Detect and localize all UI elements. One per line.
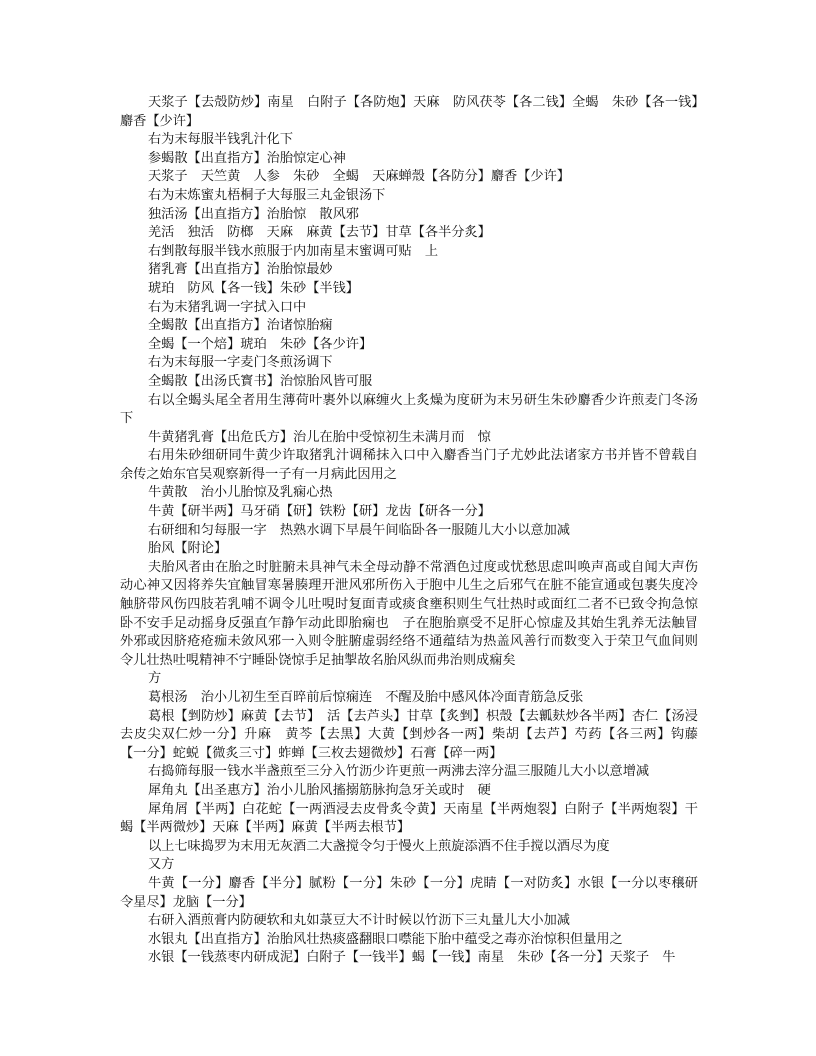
paragraph: 犀角丸【出圣惠方】治小儿胎风搐搦筋脉拘急牙关或时 硬: [148, 782, 491, 798]
paragraph: 参蝎散【出直指方】治胎惊定心神: [148, 150, 346, 166]
paragraph: 右捣筛每服一钱水半盏煎至三分入竹沥少许更煎一两沸去滓分温三服随儿大小以意增减: [148, 764, 650, 780]
paragraph: 右研细和匀每服一字 热熟水调下早晨午间临卧各一服随儿大小以意加减: [148, 522, 570, 538]
paragraph: 以上七味捣罗为末用无灰酒二大盏搅令匀于慢火上煎旋添酒不住手搅以酒尽为度: [148, 838, 610, 854]
paragraph: 水银【一钱蒸枣内研成泥】白附子【一钱半】蝎【一钱】南星 朱砂【各一分】天浆子 牛: [148, 950, 676, 966]
paragraph: 牛黄猪乳膏【出危氏方】治儿在胎中受惊初生未满月而 惊: [148, 429, 491, 445]
paragraph: 葛根汤 治小儿初生至百晬前后惊痫连 不醒及胎中感风体冷面青筋急反张: [148, 690, 584, 705]
paragraph: 全蝎散【出直指方】治诸惊胎痫: [148, 318, 333, 334]
document-page: [120, 94, 698, 968]
paragraph: 牛黄【研半两】马牙硝【研】铁粉【研】龙齿【研各一分】: [148, 504, 491, 520]
paragraph: 右为末炼蜜丸梧桐子大每服三丸金银汤下: [148, 187, 386, 203]
paragraph: 夫胎风者由在胎之时脏腑未具神气未全母动静不常酒色过度或忧愁思虑叫唤声髙或自闻大声伤动心神又因将养失宜触冒寒暑腠理开泄风邪所伤入于胞中儿生之后邪气在脏不能宣通或包裹失度冷触脐带风伤四肢若乳哺不调令儿吐哯时复面青或痰食壅积则生气壮热时或面红二者不已致令拘急惊卧不安手足动摇身反强直乍静乍动此即胎痫也 子在胞胎禀受不足肝心惊虚及其始生乳养无法触冒外邪或因脐疮疮痂未敛风邪一入则令脏腑虚弱经络不通蕴结为热盖风善行而数变入于荣卫气血间则令儿壮热吐哯精神不宁睡卧饶惊手足抽掣故名胎风纵而弗治则成痫矣: [120, 559, 698, 668]
paragraph: 右为末每服一字麦门冬煎汤调下: [148, 355, 333, 371]
section-heading: 胎风【附论】: [148, 541, 228, 557]
paragraph: 独活汤【出直指方】治胎惊 散风邪: [148, 206, 359, 222]
paragraph: 方: [148, 671, 162, 687]
paragraph: 右用朱砂细研同牛黄少许取猪乳汁调稀抹入口中入麝香当门子尤妙此法诸家方书并皆不曾载自余传之始东官吴观察新得一子有一月病此因用之: [120, 448, 698, 482]
paragraph: 又方: [148, 857, 175, 873]
paragraph: 右剉散每服半钱水煎服于内加南星末蜜调可贴 上: [148, 243, 439, 259]
paragraph: 犀角屑【半两】白花蛇【一两酒浸去皮骨炙令黄】天南星【半两炮裂】白附子【半两炮裂】干蝎【半两微炒】天麻【半两】麻黄【半两去根节】: [120, 801, 698, 836]
paragraph: 右研入酒煎膏内防硬软和丸如菉豆大不计时候以竹沥下三丸量儿大小加减: [148, 913, 570, 929]
paragraph: 水银丸【出直指方】治胎风壮热痰盛翻眼口噤能下胎中蕴受之毒亦治惊积但量用之: [148, 931, 623, 947]
paragraph: 右以全蝎头尾全者用生薄荷叶裹外以麻缠火上炙燥为度研为末另研生朱砂麝香少许煎麦门冬汤下: [120, 392, 698, 427]
paragraph: 牛黄散 治小儿胎惊及乳痫心热: [148, 485, 333, 501]
paragraph: 牛黄【一分】麝香【半分】腻粉【一分】朱砂【一分】虎睛【一对防炙】水银【一分以枣穣研令星尽】龙脑【一分】: [120, 875, 698, 910]
paragraph: 天浆子【去殻防炒】南星 白附子【各防炮】天麻 防风茯苓【各二钱】全蝎 朱砂【各一钱】麝香【少许】: [120, 95, 698, 129]
paragraph: 葛根【剉防炒】麻黄【去节】 活【去芦头】甘草【炙剉】枳殼【去瓤麸炒各半两】杏仁【汤浸去皮尖双仁炒一分】升麻 黄芩【去黒】大黄【剉炒各一两】柴胡【去芦】芍药【各三两】钩藤【一分】蛇蜕【微炙三寸】蚱蝉【三枚去翅微炒】石膏【碎一两】: [120, 708, 698, 761]
paragraph: 羌活 独活 防榔 天麻 麻黄【去节】甘草【各半分炙】: [148, 225, 491, 241]
paragraph: 全蝎散【出汤氏寳书】治惊胎风皆可服: [148, 373, 373, 389]
paragraph: 天浆子 天竺黄 人参 朱砂 全蝎 天麻蝉殼【各防分】麝香【少许】: [148, 169, 570, 185]
paragraph: 猪乳膏【出直指方】治胎惊最妙: [148, 262, 333, 278]
paragraph: 右为末猪乳调一字拭入口中: [148, 299, 307, 315]
paragraph: 右为末每服半钱乳汁化下: [148, 132, 294, 148]
paragraph: 琥珀 防风【各一钱】朱砂【半钱】: [148, 280, 359, 296]
paragraph: 全蝎【一个焙】琥珀 朱砂【各少许】: [148, 336, 373, 352]
